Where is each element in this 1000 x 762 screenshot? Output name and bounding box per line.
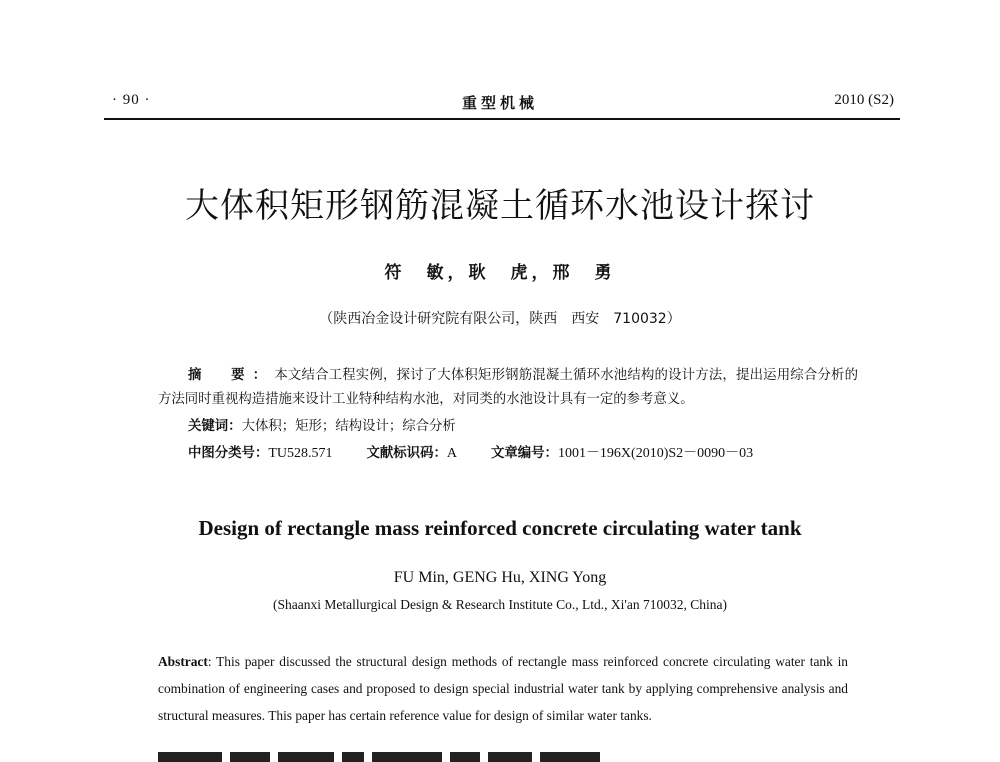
title-chinese: 大体积矩形钢筋混凝土循环水池设计探讨 — [185, 186, 815, 226]
header-rule — [104, 118, 900, 120]
issue-label: 2010 (S2) — [834, 92, 894, 108]
keywords-chinese-text: 大体积；矩形；结构设计；综合分析 — [241, 419, 456, 434]
document-code-label: 文献标识码： — [366, 446, 447, 461]
affiliation-chinese: （陕西冶金设计研究院有限公司，陕西 西安 710032） — [319, 311, 681, 327]
abstract-english-text: This paper discussed the structural design methods of rectangle mass reinforced concrete circulating water tank in combination of engineering cases and proposed to design special industrial water tank by applying comprehensive analysis and structural measures. This paper has certain reference value for design of similar water tanks. — [158, 654, 849, 723]
article-number-label: 文章编号： — [490, 446, 558, 461]
authors-english: FU Min, GENG Hu, XING Yong — [393, 569, 607, 586]
clc-value: TU528.571 — [268, 446, 333, 461]
clc-label: 中图分类号： — [188, 446, 269, 461]
keywords-chinese-label: 关键词： — [188, 419, 242, 434]
journal-name: 重型机械 — [461, 94, 538, 112]
article-number-value: 1001－196X(2010)S2－0090－03 — [557, 446, 754, 461]
abstract-english-label: Abstract — [158, 654, 208, 669]
affiliation-english: (Shaanxi Metallurgical Design & Research Institute Co., Ltd., Xi'an 710032, China) — [273, 597, 727, 612]
abstract-chinese-text: 本文结合工程实例，探讨了大体积矩形钢筋混凝土循环水池结构的设计方法，提出运用综合分析的方法同时重视构造措施来设计工业特种结构水池，对同类的水池设计具有一定的参考意义。 — [158, 368, 859, 407]
authors-chinese: 符 敏，耿 虎，邢 勇 — [384, 263, 616, 283]
classification-line — [188, 442, 868, 466]
abstract-english-separator: : — [207, 654, 217, 669]
abstract-chinese — [158, 364, 858, 412]
page-number: · 90 · — [112, 92, 151, 108]
abstract-english — [158, 648, 848, 729]
truncated-text-line — [158, 752, 618, 762]
keywords-chinese — [188, 415, 456, 439]
title-english: Design of rectangle mass reinforced concrete circulating water tank — [198, 516, 802, 540]
document-code-value: A — [446, 446, 457, 461]
abstract-chinese-label: 摘 要： — [188, 368, 275, 383]
